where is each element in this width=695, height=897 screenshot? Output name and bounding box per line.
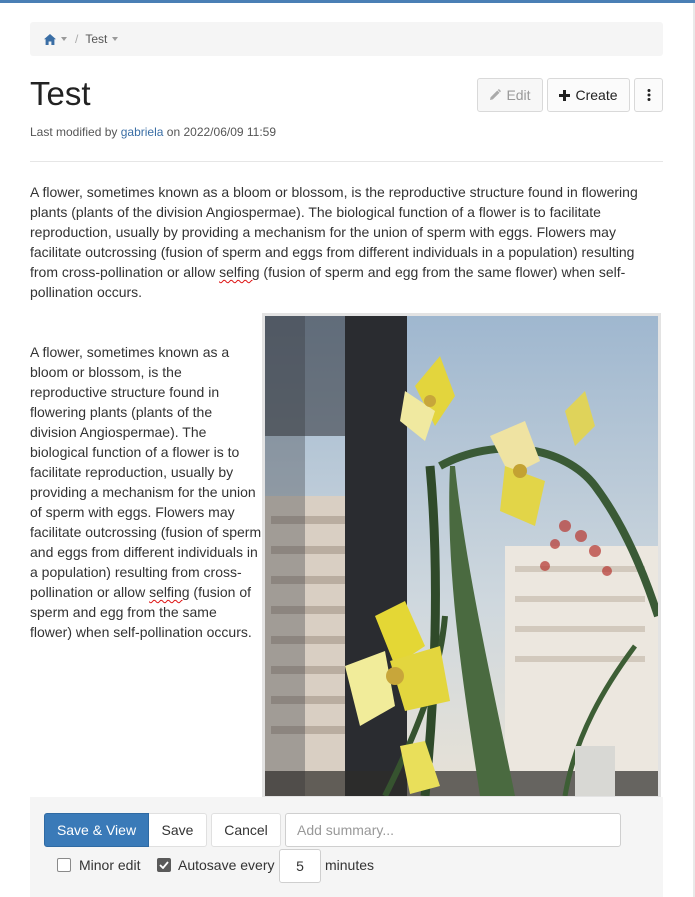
autosave-minutes-input[interactable] (279, 849, 321, 883)
chevron-down-icon (112, 37, 118, 41)
summary-input[interactable] (285, 813, 621, 847)
page-title: Test (30, 75, 91, 112)
breadcrumb-current[interactable] (85, 32, 118, 46)
modified-prefix: Last modified by (30, 125, 118, 139)
paragraph-text: (fusion of sperm and egg from the same flower) when self-pollination occurs. (30, 264, 626, 300)
create-label: Create (575, 87, 618, 103)
modified-on: on (166, 125, 181, 139)
edit-label: Edit (506, 87, 531, 103)
breadcrumb-separator: / (75, 32, 79, 46)
create-button[interactable] (547, 78, 630, 112)
paragraph-text: A flower, sometimes known as a bloom or blossom, is the reproductive structure found in flowering plants (plants of the division Angiospermae). The biological function of a flower is to facilitate reproduction, usually by providing a mechanism for the union of sperm with eggs. Flowers may facilitate outcrossing (fusion of sperm and eggs from different individuals in a population) resulting from cross-pollination or allow (30, 344, 262, 600)
last-modified (30, 125, 276, 139)
paragraph-text: A flower, sometimes known as a bloom or blossom, is the reproductive structure found in flowering plants (plants of the division Angiospermae). The biological function of a flower is to facilitate reproduction, usually by providing a mechanism for the union of sperm with eggs. Flowers may facilitate outcrossing (fusion of sperm and eggs from different individuals in a population) resulting from cross-pollination or allow (30, 184, 638, 280)
flower-photo (262, 313, 661, 799)
plus-icon (559, 90, 570, 101)
edit-button[interactable] (477, 78, 543, 112)
chevron-down-icon (61, 37, 67, 41)
modified-date: 2022/06/09 11:59 (183, 125, 277, 139)
save-button[interactable]: Save (149, 813, 207, 847)
breadcrumb-current-label: Test (85, 32, 108, 46)
editor-actions-bar (30, 797, 663, 897)
vertical-ellipsis-icon (647, 89, 651, 101)
checkmark-icon (159, 861, 169, 869)
minor-edit-checkbox[interactable] (57, 858, 71, 872)
save-and-view-button[interactable]: Save & View (44, 813, 149, 847)
minutes-label: minutes (325, 857, 375, 873)
cancel-button[interactable]: Cancel (211, 813, 281, 847)
header-divider (30, 161, 663, 162)
breadcrumb-home[interactable] (44, 34, 67, 45)
misspelled-word: selfing (149, 584, 190, 600)
more-actions-button[interactable] (634, 78, 663, 112)
autosave-label: Autosave every (178, 857, 275, 873)
top-accent-rule (0, 0, 695, 3)
content-paragraph-beside-image (30, 342, 262, 642)
breadcrumb (30, 22, 663, 56)
pencil-icon (489, 89, 501, 101)
home-icon (44, 34, 56, 45)
paragraph-text: (fusion of sperm and egg from the same flower) when self-pollination occurs. (30, 584, 252, 640)
autosave-checkbox[interactable] (157, 858, 171, 872)
modified-user-link[interactable]: gabriela (120, 125, 164, 139)
misspelled-word: selfing (219, 264, 260, 280)
content-paragraph (30, 182, 650, 302)
minor-edit-label: Minor edit (79, 857, 141, 873)
